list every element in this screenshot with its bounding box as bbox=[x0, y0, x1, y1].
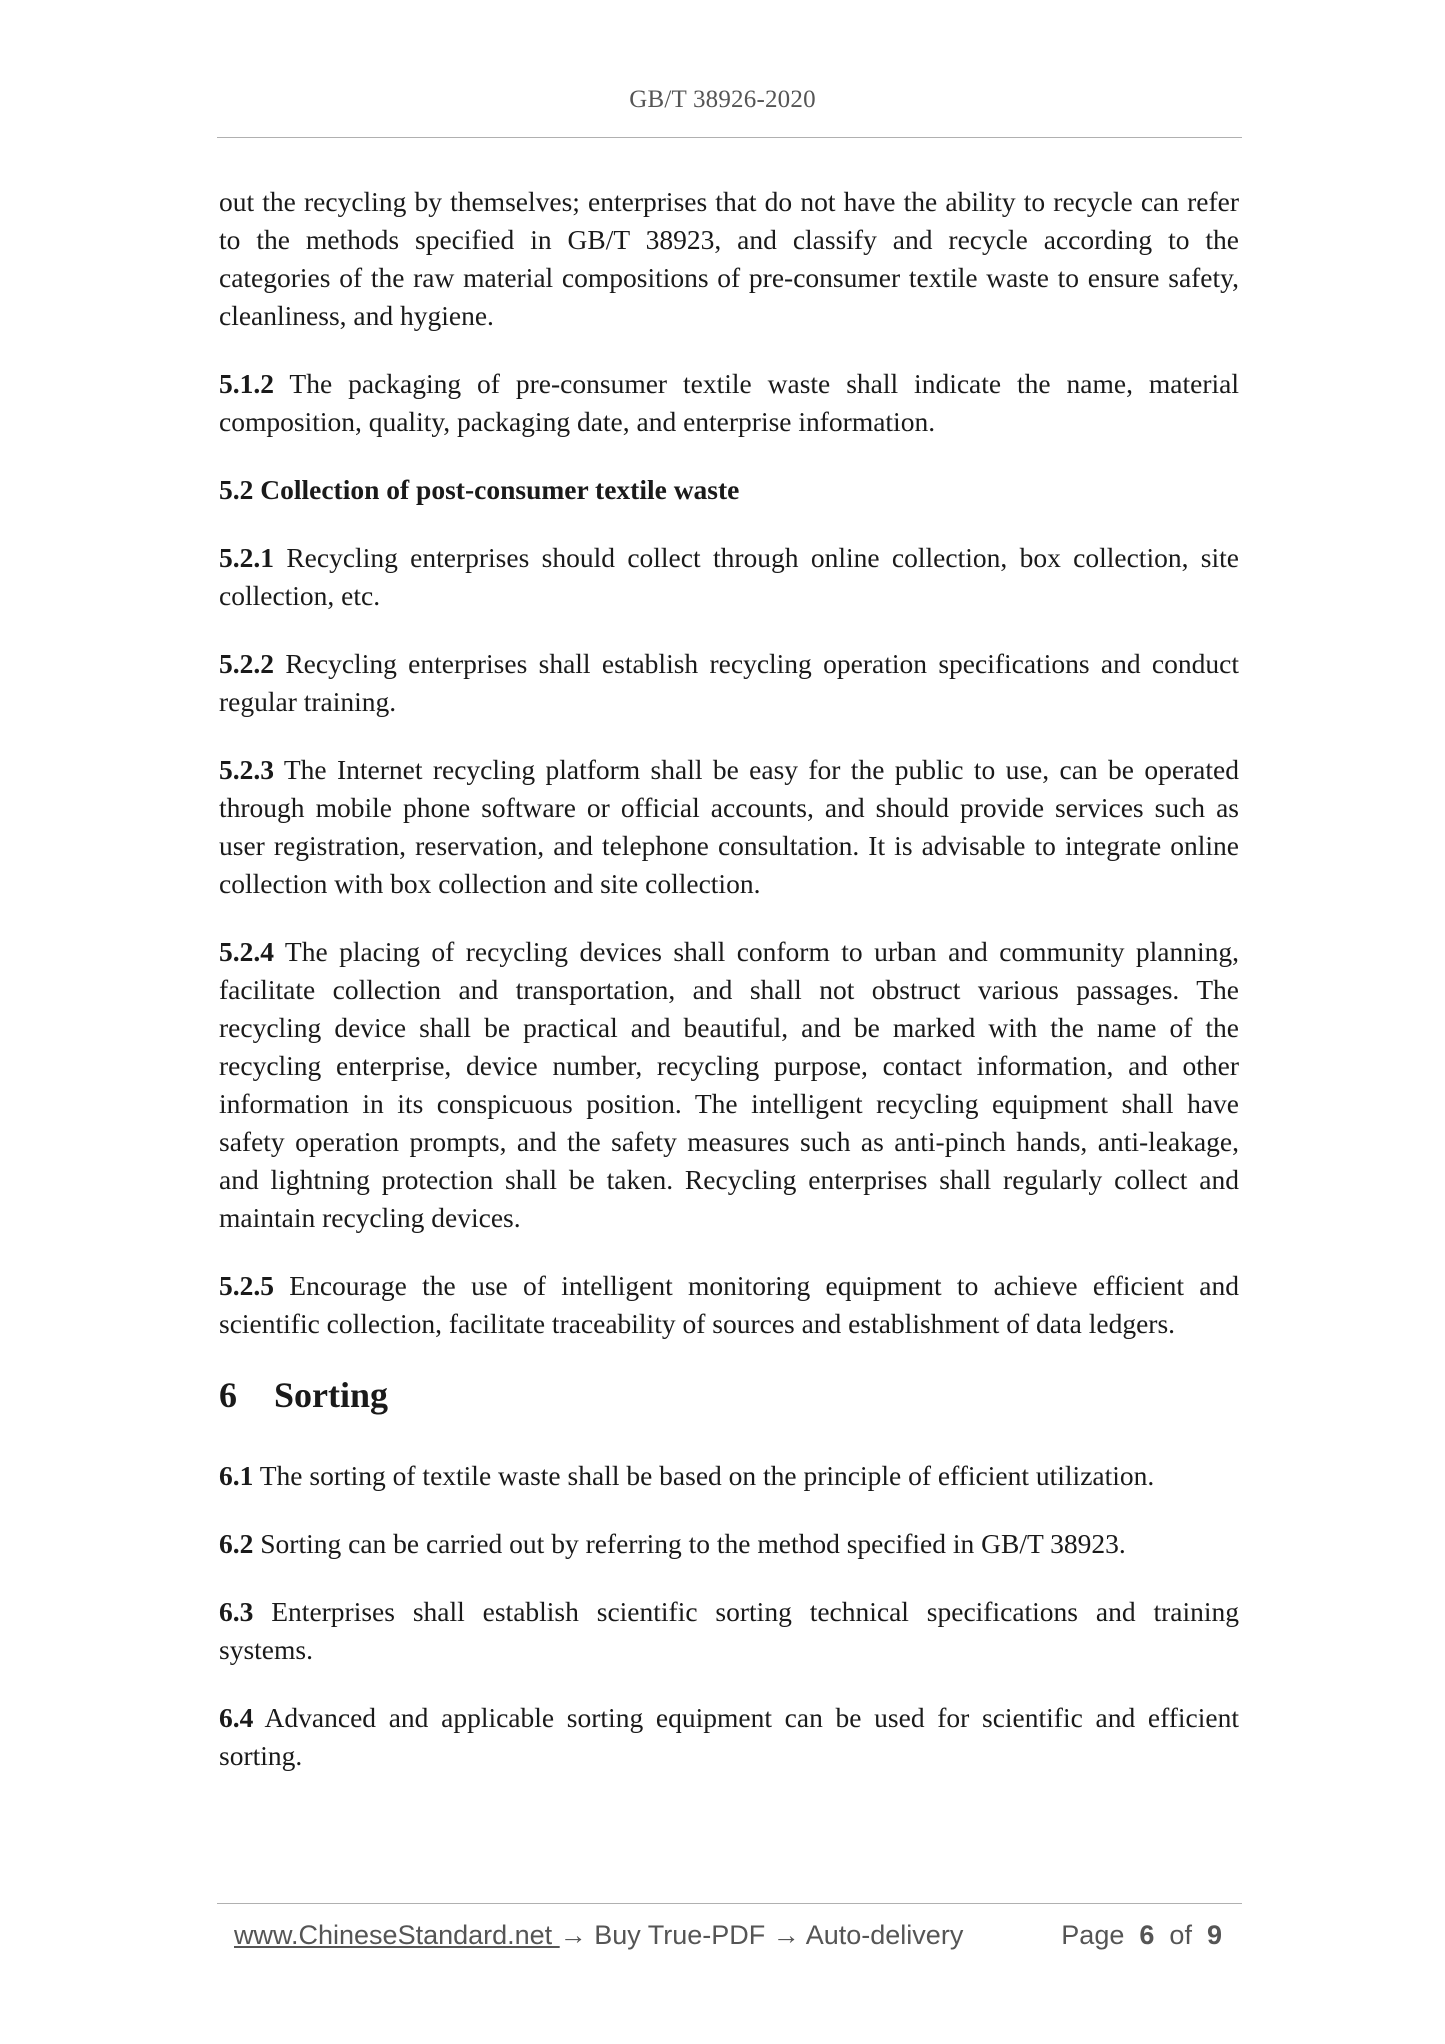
page-current: 6 bbox=[1139, 1920, 1155, 1950]
chapter-heading-6 bbox=[219, 1373, 1239, 1417]
clause-text: Advanced and applicable sorting equipment can be used for scientific and efficient sorting. bbox=[219, 1702, 1239, 1771]
paragraph-continued: out the recycling by themselves; enterprises that do not have the ability to recycle can refer to the methods specified in GB/T 38923, and classify and recycle according to the categories of the raw material compositions of pre-consumer textile waste to ensure safety, cleanliness, and hygiene. bbox=[219, 186, 1239, 331]
clause-text: The Internet recycling platform shall be easy for the public to use, can be operated through mobile phone software or official accounts, and should provide services such as user registration, reservation, and telephone consultation. It is advisable to integrate online collection with box collection and site collection. bbox=[219, 754, 1239, 899]
chapter-number: 6 bbox=[219, 1375, 237, 1415]
clause-text: The sorting of textile waste shall be based on the principle of efficient utilization. bbox=[253, 1460, 1155, 1491]
clause-number: 6.4 bbox=[219, 1702, 254, 1733]
page-label: Page bbox=[1061, 1920, 1125, 1950]
clause-5-2-5 bbox=[219, 1267, 1239, 1343]
clause-number: 6.1 bbox=[219, 1460, 254, 1491]
document-body bbox=[219, 183, 1239, 1805]
clause-number: 5.2.3 bbox=[219, 754, 274, 785]
clause-5-2-3 bbox=[219, 751, 1239, 903]
clause-5-2-2 bbox=[219, 645, 1239, 721]
clause-5-2-4 bbox=[219, 933, 1239, 1237]
clause-6-2 bbox=[219, 1525, 1239, 1563]
website-link[interactable]: www.ChineseStandard.net bbox=[234, 1920, 560, 1950]
clause-text: The packaging of pre-consumer textile waste shall indicate the name, material composition, quality, packaging date, and enterprise information. bbox=[219, 368, 1239, 437]
clause-text: Recycling enterprises shall establish recycling operation specifications and conduct regular training. bbox=[219, 648, 1239, 717]
page-header: GB/T 38926-2020 bbox=[629, 86, 816, 113]
clause-6-1 bbox=[219, 1457, 1239, 1495]
page-footer bbox=[0, 1920, 1445, 1960]
clause-number: 6.2 bbox=[219, 1528, 254, 1559]
header-rule bbox=[217, 137, 1242, 138]
clause-text: Enterprises shall establish scientific sorting technical specifications and training systems. bbox=[219, 1596, 1239, 1665]
page-indicator bbox=[1061, 1920, 1222, 1951]
clause-number: 5.2.2 bbox=[219, 648, 274, 679]
page-total: 9 bbox=[1206, 1920, 1222, 1950]
section-heading-5-2: 5.2 Collection of post-consumer textile waste bbox=[219, 474, 740, 505]
clause-text: Recycling enterprises should collect through online collection, box collection, site collection, etc. bbox=[219, 542, 1239, 611]
clause-number: 5.2.4 bbox=[219, 936, 274, 967]
clause-number: 5.2.5 bbox=[219, 1270, 274, 1301]
clause-5-2-1 bbox=[219, 539, 1239, 615]
clause-number: 5.1.2 bbox=[219, 368, 274, 399]
clause-6-4 bbox=[219, 1699, 1239, 1775]
footer-promo-text: → Buy True-PDF → Auto-delivery bbox=[559, 1920, 964, 1950]
clause-6-3 bbox=[219, 1593, 1239, 1669]
clause-text: Encourage the use of intelligent monitoring equipment to achieve efficient and scientific collection, facilitate traceability of sources and establishment of data ledgers. bbox=[219, 1270, 1239, 1339]
chapter-title: Sorting bbox=[274, 1375, 389, 1415]
footer-promo bbox=[234, 1920, 963, 1951]
clause-5-1-2 bbox=[219, 365, 1239, 441]
footer-rule bbox=[217, 1903, 1242, 1904]
clause-number: 5.2.1 bbox=[219, 542, 274, 573]
clause-text: The placing of recycling devices shall conform to urban and community planning, facilitate collection and transportation, and shall not obstruct various passages. The recycling device shall be practical and beautiful, and be marked with the name of the recycling enterprise, device number, recycling purpose, contact information, and other information in its conspicuous position. The intelligent recycling equipment shall have safety operation prompts, and the safety measures such as anti-pinch hands, anti-leakage, and lightning protection shall be taken. Recycling enterprises shall regularly collect and maintain recycling devices. bbox=[219, 936, 1239, 1233]
page-of-label: of bbox=[1169, 1920, 1192, 1950]
clause-text: Sorting can be carried out by referring to the method specified in GB/T 38923. bbox=[253, 1528, 1126, 1559]
clause-number: 6.3 bbox=[219, 1596, 254, 1627]
